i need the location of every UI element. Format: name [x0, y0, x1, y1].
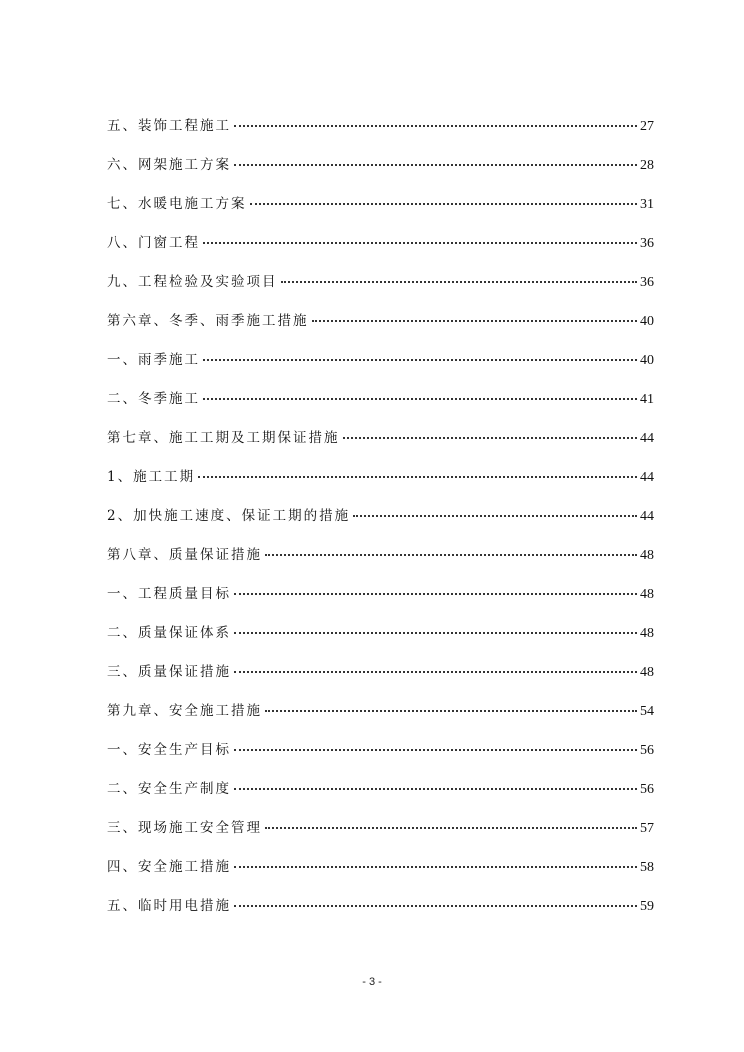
- toc-entry[interactable]: [107, 231, 654, 270]
- toc-entry-title: 九、工程检验及实验项目: [107, 274, 278, 290]
- toc-entry[interactable]: [107, 114, 654, 153]
- toc-entry-title: 1、施工工期: [107, 469, 196, 485]
- toc-entry-title: 一、雨季施工: [107, 352, 200, 368]
- toc-entry-page-number: 48: [640, 548, 654, 563]
- toc-dot-leader: [234, 125, 637, 127]
- toc-entry-page-number: 44: [640, 431, 654, 446]
- toc-entry[interactable]: [107, 738, 654, 777]
- toc-dot-leader: [234, 671, 637, 673]
- toc-dot-leader: [353, 515, 637, 517]
- toc-entry-title: 2、加快施工速度、保证工期的措施: [107, 508, 351, 524]
- toc-entry-title: 四、安全施工措施: [107, 859, 231, 875]
- toc-entry-page-number: 58: [640, 860, 654, 875]
- toc-entry-page-number: 27: [640, 119, 654, 134]
- toc-entry[interactable]: [107, 192, 654, 231]
- toc-dot-leader: [265, 554, 637, 556]
- toc-entry-page-number: 28: [640, 158, 654, 173]
- toc-entry-page-number: 31: [640, 197, 654, 212]
- toc-entry[interactable]: [107, 543, 654, 582]
- toc-entry[interactable]: [107, 816, 654, 855]
- toc-entry[interactable]: [107, 426, 654, 465]
- toc-entry-title: 第六章、冬季、雨季施工措施: [107, 313, 309, 329]
- toc-dot-leader: [281, 281, 638, 283]
- toc-entry-title: 六、网架施工方案: [107, 157, 231, 173]
- toc-entry-title: 五、装饰工程施工: [107, 118, 231, 134]
- toc-entry-title: 一、工程质量目标: [107, 586, 231, 602]
- toc-entry-page-number: 48: [640, 626, 654, 641]
- toc-dot-leader: [234, 632, 637, 634]
- toc-entry-page-number: 54: [640, 704, 654, 719]
- toc-dot-leader: [234, 788, 637, 790]
- toc-entry-page-number: 44: [640, 470, 654, 485]
- toc-entry-page-number: 41: [640, 392, 654, 407]
- toc-entry-title: 第九章、安全施工措施: [107, 703, 262, 719]
- toc-entry[interactable]: [107, 153, 654, 192]
- toc-entry-title: 一、安全生产目标: [107, 742, 231, 758]
- toc-entry-title: 七、水暖电施工方案: [107, 196, 247, 212]
- toc-entry-title: 二、冬季施工: [107, 391, 200, 407]
- page-number-footer: - 3 -: [362, 976, 382, 988]
- toc-entry-title: 第七章、施工工期及工期保证措施: [107, 430, 340, 446]
- toc-entry-page-number: 56: [640, 782, 654, 797]
- toc-entry-title: 五、临时用电措施: [107, 898, 231, 914]
- toc-entry-title: 二、安全生产制度: [107, 781, 231, 797]
- toc-entry[interactable]: [107, 465, 654, 504]
- toc-entry[interactable]: [107, 582, 654, 621]
- toc-entry[interactable]: [107, 894, 654, 933]
- toc-dot-leader: [203, 359, 637, 361]
- toc-entry-page-number: 59: [640, 899, 654, 914]
- toc-entry[interactable]: [107, 660, 654, 699]
- toc-dot-leader: [343, 437, 638, 439]
- toc-dot-leader: [234, 749, 637, 751]
- toc-dot-leader: [312, 320, 638, 322]
- toc-entry-title: 三、现场施工安全管理: [107, 820, 262, 836]
- toc-dot-leader: [265, 710, 637, 712]
- toc-entry[interactable]: [107, 699, 654, 738]
- toc-entry-page-number: 40: [640, 314, 654, 329]
- table-of-contents: [107, 114, 654, 933]
- toc-entry[interactable]: [107, 270, 654, 309]
- toc-dot-leader: [234, 593, 637, 595]
- toc-dot-leader: [234, 866, 637, 868]
- toc-entry-page-number: 48: [640, 587, 654, 602]
- toc-entry-title: 第八章、质量保证措施: [107, 547, 262, 563]
- toc-entry[interactable]: [107, 348, 654, 387]
- toc-dot-leader: [234, 905, 637, 907]
- toc-dot-leader: [250, 203, 638, 205]
- toc-entry-page-number: 44: [640, 509, 654, 524]
- toc-entry-title: 八、门窗工程: [107, 235, 200, 251]
- toc-entry-page-number: 56: [640, 743, 654, 758]
- toc-entry[interactable]: [107, 777, 654, 816]
- toc-entry-page-number: 40: [640, 353, 654, 368]
- toc-entry-page-number: 36: [640, 275, 654, 290]
- toc-entry[interactable]: [107, 621, 654, 660]
- toc-entry[interactable]: [107, 387, 654, 426]
- toc-entry[interactable]: [107, 309, 654, 348]
- toc-entry[interactable]: [107, 504, 654, 543]
- toc-entry[interactable]: [107, 855, 654, 894]
- toc-entry-title: 二、质量保证体系: [107, 625, 231, 641]
- toc-entry-page-number: 57: [640, 821, 654, 836]
- toc-entry-page-number: 48: [640, 665, 654, 680]
- toc-entry-page-number: 36: [640, 236, 654, 251]
- toc-dot-leader: [203, 398, 637, 400]
- toc-dot-leader: [265, 827, 637, 829]
- toc-dot-leader: [203, 242, 637, 244]
- toc-dot-leader: [198, 476, 637, 478]
- toc-dot-leader: [234, 164, 637, 166]
- toc-entry-title: 三、质量保证措施: [107, 664, 231, 680]
